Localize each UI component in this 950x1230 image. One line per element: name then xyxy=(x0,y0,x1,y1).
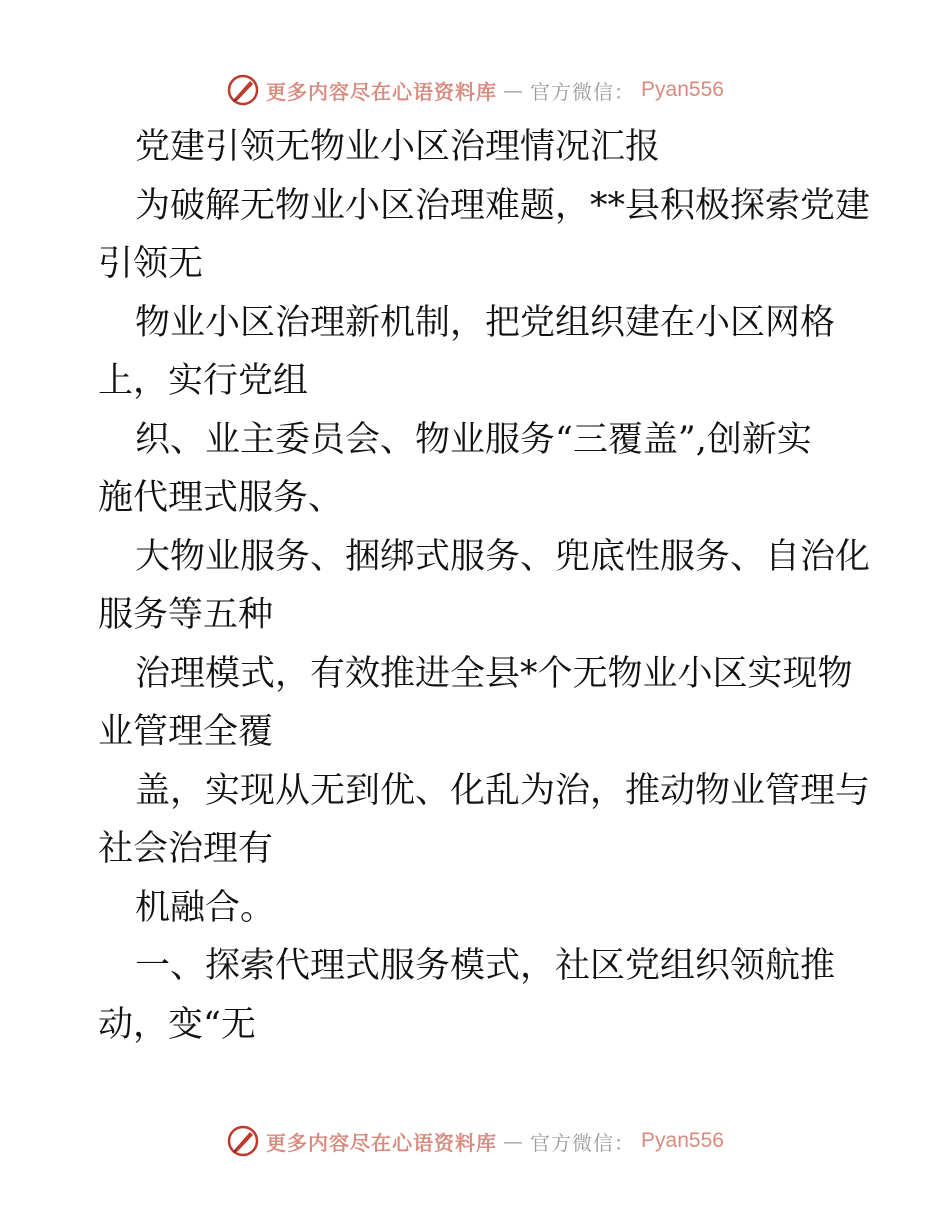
watermark-main-text: 更多内容尽在心语资料库 xyxy=(266,79,498,104)
quill-pen-icon xyxy=(226,1124,260,1158)
watermark-wechat-id: Pyan556 xyxy=(641,1129,724,1152)
paragraph-line: 为破解无物业小区治理难题，**县积极探索党建 xyxy=(135,185,871,226)
paragraph-line: 织、业主委员会、物业服务“三覆盖”,创新实 xyxy=(135,419,812,460)
paragraph-line: 业管理全覆 xyxy=(98,712,274,752)
section-heading-line: 一、探索代理式服务模式，社区党组织领航推 xyxy=(135,946,836,986)
paragraph-line: 引领无 xyxy=(98,244,204,284)
paragraph-line: 机融合。 xyxy=(135,887,276,928)
paragraph-line: 盖，实现从无到优、化乱为治，推动物业管理与 xyxy=(135,770,871,811)
paragraph-line: 施代理式服务、 xyxy=(98,478,344,518)
watermark-official-text: 官方微信： xyxy=(530,1130,636,1155)
footer-watermark xyxy=(0,1121,950,1161)
paragraph-line: 服务等五种 xyxy=(98,595,274,635)
paragraph-line: 社会治理有 xyxy=(98,829,274,869)
watermark-main-text: 更多内容尽在心语资料库 xyxy=(266,1130,498,1155)
watermark-official-text: 官方微信： xyxy=(530,79,636,104)
paragraph-line: 物业小区治理新机制，把党组织建在小区网格 xyxy=(135,302,836,343)
header-watermark xyxy=(0,70,950,110)
document-body xyxy=(98,118,871,1054)
paragraph-line: 上，实行党组 xyxy=(98,361,309,401)
document-title: 党建引领无物业小区治理情况汇报 xyxy=(135,127,661,167)
paragraph-line: 治理模式，有效推进全县*个无物业小区实现物 xyxy=(135,653,853,694)
section-heading-line: 动，变“无 xyxy=(98,1004,256,1045)
paragraph-line: 大物业服务、捆绑式服务、兜底性服务、自治化 xyxy=(135,536,871,577)
watermark-wechat-id: Pyan556 xyxy=(641,78,724,101)
quill-pen-icon xyxy=(226,73,260,107)
watermark-dash: — xyxy=(503,78,525,102)
watermark-dash: — xyxy=(503,1129,525,1153)
